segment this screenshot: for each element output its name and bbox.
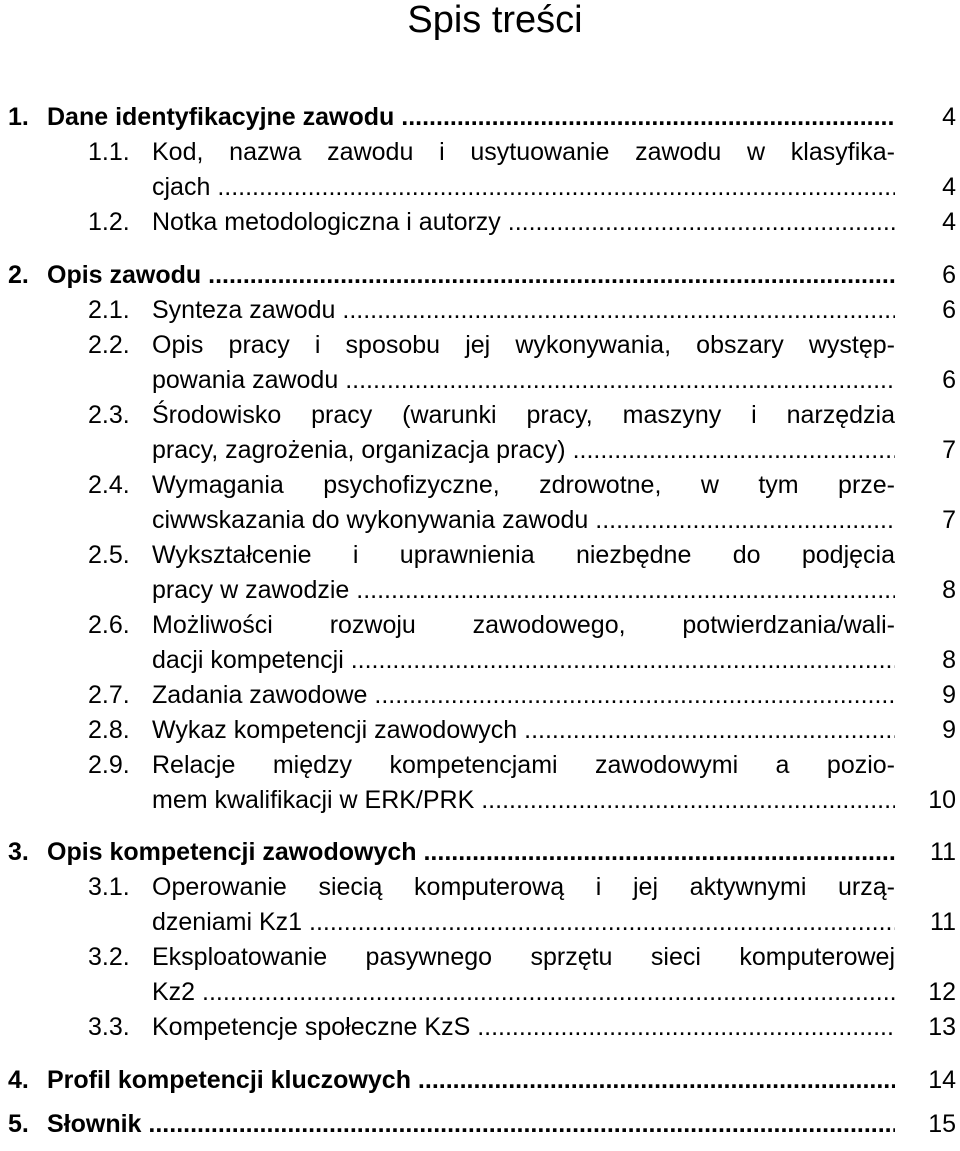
toc-entry[interactable] bbox=[0, 1010, 960, 1044]
toc-entry-title: Profil kompetencji kluczowych ..... bbox=[47, 1063, 895, 1097]
toc-entry-page-number: 11 bbox=[930, 908, 956, 936]
toc-entry-number: 1.2. bbox=[88, 208, 130, 236]
toc-entry-title: Opis zawodu ..... bbox=[47, 258, 895, 292]
toc-entry[interactable] bbox=[0, 1107, 960, 1141]
toc-entry-page-number: 7 bbox=[942, 436, 956, 464]
toc-entry-page-number: 6 bbox=[942, 296, 956, 324]
toc-entry-page-number: 9 bbox=[942, 681, 956, 709]
toc-entry[interactable] bbox=[0, 293, 960, 327]
toc-entry[interactable] bbox=[0, 503, 960, 537]
toc-entry[interactable] bbox=[0, 713, 960, 747]
toc-entry[interactable] bbox=[0, 538, 960, 572]
toc-entry[interactable] bbox=[0, 135, 960, 169]
toc-entry[interactable] bbox=[0, 940, 960, 974]
toc-entry-title: Kod, nazwa zawodu i usytuowanie zawodu w klasyfika- bbox=[152, 138, 895, 166]
toc-entry-page-number: 14 bbox=[928, 1066, 956, 1094]
toc-entry[interactable] bbox=[0, 678, 960, 712]
toc-entry-number: 2.9. bbox=[88, 751, 130, 779]
toc-entry-page-number: 12 bbox=[928, 978, 956, 1006]
toc-entry[interactable] bbox=[0, 835, 960, 869]
toc-entry[interactable] bbox=[0, 170, 960, 204]
toc-entry-title: dacji kompetencji ..... bbox=[152, 643, 895, 677]
toc-entry-number: 4. bbox=[8, 1066, 29, 1094]
toc-entry-title: Synteza zawodu ..... bbox=[152, 293, 895, 327]
toc-entry-number: 3.2. bbox=[88, 943, 130, 971]
toc-entry-title: Notka metodologiczna i autorzy ..... bbox=[152, 205, 895, 239]
toc-entry[interactable] bbox=[0, 748, 960, 782]
toc-entry-number: 2.5. bbox=[88, 541, 130, 569]
toc-entry[interactable] bbox=[0, 573, 960, 607]
toc-entry[interactable] bbox=[0, 975, 960, 1009]
toc-entry-title: Opis kompetencji zawodowych ..... bbox=[47, 835, 895, 869]
toc-entry-title: Dane identyfikacyjne zawodu ..... bbox=[47, 100, 895, 134]
toc-entry-title: Kompetencje społeczne KzS ..... bbox=[152, 1010, 895, 1044]
toc-entry-page-number: 10 bbox=[928, 786, 956, 814]
toc-entry-page-number: 4 bbox=[942, 208, 956, 236]
toc-entry-page-number: 9 bbox=[942, 716, 956, 744]
toc-entry-number: 2.4. bbox=[88, 471, 130, 499]
toc-entry-title: mem kwalifikacji w ERK/PRK ..... bbox=[152, 783, 895, 817]
toc-entry-title: Opis pracy i sposobu jej wykonywania, obszary występ- bbox=[152, 331, 895, 359]
toc-entry[interactable] bbox=[0, 433, 960, 467]
toc-entry-title: Eksploatowanie pasywnego sprzętu sieci komputerowej bbox=[152, 943, 895, 971]
toc-entry-number: 3. bbox=[8, 838, 29, 866]
toc-entry-page-number: 6 bbox=[942, 261, 956, 289]
toc-entry[interactable] bbox=[0, 468, 960, 502]
toc-entry-title: Wykształcenie i uprawnienia niezbędne do podjęcia bbox=[152, 541, 895, 569]
toc-entry-title: Możliwości rozwoju zawodowego, potwierdzania/wali- bbox=[152, 611, 895, 639]
toc-entry[interactable] bbox=[0, 905, 960, 939]
toc-entry-number: 1.1. bbox=[88, 138, 130, 166]
toc-entry[interactable] bbox=[0, 608, 960, 642]
toc-entry-number: 2.6. bbox=[88, 611, 130, 639]
toc-entry-number: 2.1. bbox=[88, 296, 130, 324]
toc-entry-title: Relacje między kompetencjami zawodowymi a pozio- bbox=[152, 751, 895, 779]
toc-entry[interactable] bbox=[0, 328, 960, 362]
toc-entry-page-number: 15 bbox=[928, 1110, 956, 1138]
toc-entry-title: dzeniami Kz1 ..... bbox=[152, 905, 895, 939]
toc-entry-number: 1. bbox=[8, 103, 29, 131]
toc-entry-title: Słownik ..... bbox=[47, 1107, 895, 1141]
page-title: Spis treści bbox=[407, 0, 583, 41]
toc-entry[interactable] bbox=[0, 363, 960, 397]
toc-entry-title: Wymagania psychofizyczne, zdrowotne, w tym prze- bbox=[152, 471, 895, 499]
toc-entry-number: 2.2. bbox=[88, 331, 130, 359]
toc-entry[interactable] bbox=[0, 783, 960, 817]
toc-entry[interactable] bbox=[0, 100, 960, 134]
toc-entry-title: ciwwskazania do wykonywania zawodu ..... bbox=[152, 503, 895, 537]
toc-entry-title: pracy w zawodzie ..... bbox=[152, 573, 895, 607]
toc-entry-title: cjach ..... bbox=[152, 170, 895, 204]
toc-entry[interactable] bbox=[0, 643, 960, 677]
toc-entry-page-number: 11 bbox=[930, 838, 956, 866]
toc-entry-page-number: 4 bbox=[942, 173, 956, 201]
toc-entry-number: 3.3. bbox=[88, 1013, 130, 1041]
toc-entry-number: 2. bbox=[8, 261, 29, 289]
toc-entry-number: 2.7. bbox=[88, 681, 130, 709]
toc-entry-title: Zadania zawodowe ..... bbox=[152, 678, 895, 712]
toc-entry-title: Kz2 ..... bbox=[152, 975, 895, 1009]
toc-entry-page-number: 7 bbox=[942, 506, 956, 534]
toc-entry-title: Operowanie siecią komputerową i jej aktywnymi urzą- bbox=[152, 873, 895, 901]
toc-entry-page-number: 4 bbox=[942, 103, 956, 131]
toc-entry-page-number: 13 bbox=[928, 1013, 956, 1041]
toc-entry-number: 2.3. bbox=[88, 401, 130, 429]
toc-entry-title: pracy, zagrożenia, organizacja pracy) ..... bbox=[152, 433, 895, 467]
toc-entry-number: 2.8. bbox=[88, 716, 130, 744]
toc-entry-number: 5. bbox=[8, 1110, 29, 1138]
toc-entry-number: 3.1. bbox=[88, 873, 130, 901]
toc-entry[interactable] bbox=[0, 398, 960, 432]
toc-entry[interactable] bbox=[0, 1063, 960, 1097]
toc-entry-title: Środowisko pracy (warunki pracy, maszyny i narzędzia bbox=[152, 401, 895, 429]
toc-entry-title: powania zawodu ..... bbox=[152, 363, 895, 397]
toc-entry-page-number: 6 bbox=[942, 366, 956, 394]
toc-entry-page-number: 8 bbox=[942, 646, 956, 674]
toc-entry[interactable] bbox=[0, 205, 960, 239]
toc-entry[interactable] bbox=[0, 258, 960, 292]
toc-entry-page-number: 8 bbox=[942, 576, 956, 604]
toc-entry[interactable] bbox=[0, 870, 960, 904]
toc-entry-title: Wykaz kompetencji zawodowych ..... bbox=[152, 713, 895, 747]
